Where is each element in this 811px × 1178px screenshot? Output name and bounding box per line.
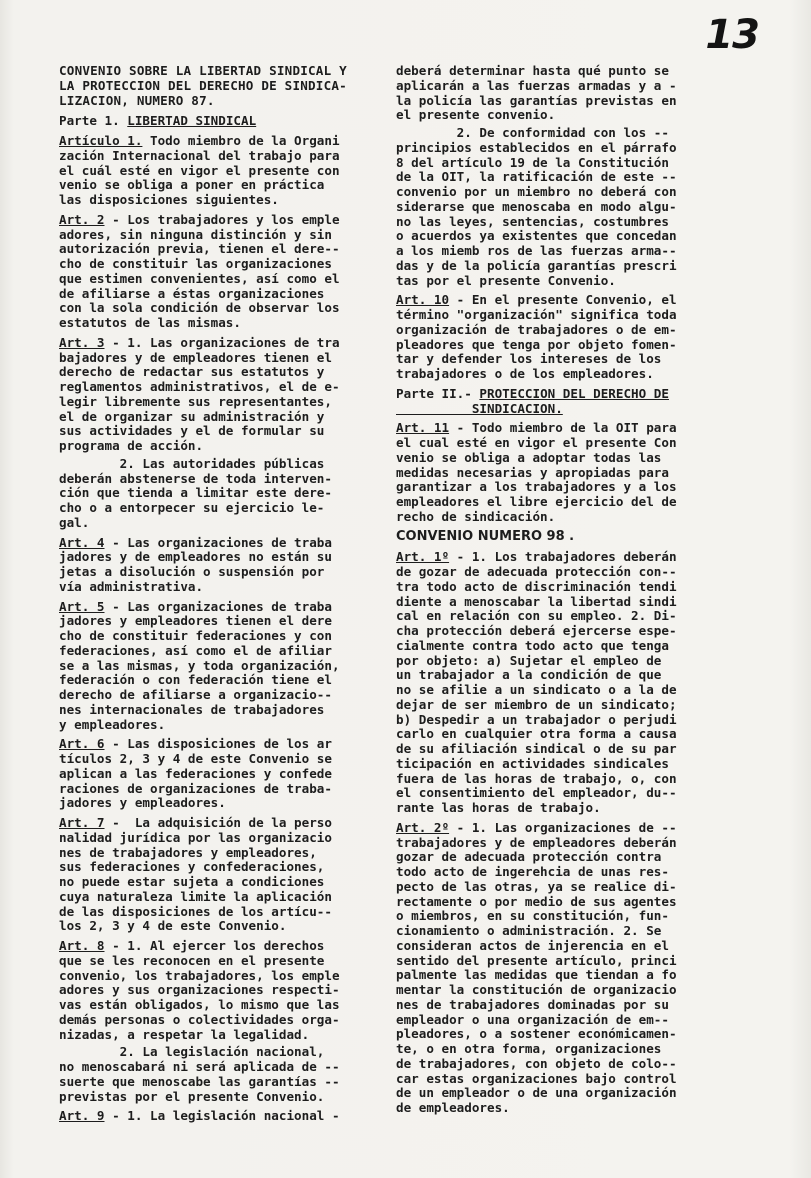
article-6 bbox=[59, 737, 379, 811]
c98-article-1-label: Art. 1º bbox=[396, 549, 450, 565]
part-1-label: Parte 1. bbox=[59, 113, 120, 129]
article-1-text: Todo miembro de la Organi zación Internacional del trabajo para el cuál esté en vigor el presente con venio se obliga a poner en práctica las disposiciones siguientes. bbox=[59, 133, 340, 207]
article-10-label: Art. 10 bbox=[396, 292, 450, 308]
article-8 bbox=[59, 939, 379, 1042]
article-3 bbox=[59, 336, 379, 454]
c98-article-1-text: - 1. Los trabajadores deberán de gozar de adecuada protección con-- tra todo acto de discriminación tendi diente a menoscabar la libertad sindi cal en relación con su empleo. 2. Di- cha protección deberá ejercerse espe- cialmente contra todo acto que tenga por objeto: a) Sujetar el empleo de un trabajador a la condición de que no se afilie a un sindicato o a la de dejar de ser miembro de un sindicato; b) Despedir a un trabajador o perjudi carlo en cualquier otra forma a causa de su afiliación sindical o de su par ticipación en actividades sindicales fuera de las horas de trabajo, o, con el consentimiento del empleador, du-- rante las horas de trabajo. bbox=[396, 549, 677, 815]
article-6-text: - Las disposiciones de los ar tículos 2, 3 y 4 de este Convenio se aplican a las federaciones y confede raciones de organizaciones de traba- jadores y empleadores. bbox=[59, 736, 332, 811]
article-3-label: Art. 3 bbox=[59, 334, 105, 350]
article-2-text: - Los trabajadores y los emple adores, sin ninguna distinción y sin autorización previa, tienen el dere-- cho de constituir las organizaciones que estimen convenientes, así como el de afiliarse a éstas organizaciones con la sola condición de observar los estatutos de las mismas. bbox=[59, 211, 340, 330]
article-3-text: - 1. Las organizaciones de tra bajadores y de empleadores tienen el derecho de redactar sus estatutos y reglamentos administrativos, el de e- legir libremente sus representantes, el de organizar su administración y sus actividades y el de formular su programa de acción. bbox=[59, 334, 340, 453]
article-5-label: Art. 5 bbox=[59, 598, 105, 614]
article-1-label: Artículo 1. bbox=[59, 133, 143, 148]
article-7 bbox=[59, 816, 379, 934]
article-5-text: - Las organizaciones de traba jadores y empleadores tienen el dere cho de constituir federaciones y con federaciones, así como el de afiliar se a las mismas, y toda organización, federación o con federación tiene el derecho de afiliarse a organizacio-- nes internacionales de trabajadores y empleadores. bbox=[59, 598, 340, 732]
article-2-label: Art. 2 bbox=[59, 211, 105, 227]
article-9-paragraph-2: 2. De conformidad con los -- principios establecidos en el párrafo 8 del artículo 19 de la Constitución de la OIT, la ratificación de este -- convenio por un miembro no deberá con siderarse que menoscaba en modo algu- no las leyes, sentencias, costumbres o acuerdos ya existentes que concedan a los miemb ros de las fuerzas arma-- das y de la policía garantías prescri tas por el presente Convenio. bbox=[396, 125, 677, 288]
article-5 bbox=[59, 600, 379, 733]
page-number: 13 bbox=[705, 12, 759, 58]
article-9-continuation: deberá determinar hasta qué punto se aplicarán a las fuerzas armadas y a - la policía las garantías previstas en el presente convenio. bbox=[396, 63, 677, 123]
article-6-label: Art. 6 bbox=[59, 736, 105, 752]
article-11-text: - Todo miembro de la OIT para el cual esté en vigor el presente Con venio se obliga a adoptar todas las medidas necesarias y apropiadas para garantizar a los trabajadores y a los empleadores el libre ejercicio del de recho de sindicación. bbox=[396, 420, 677, 524]
right-column bbox=[396, 64, 718, 1121]
article-8-text: - 1. Al ejercer los derechos que se les reconocen en el presente convenio, los trabajadores, los emple adores y sus organizaciones respecti- vas están obligados, lo mismo que las demás personas o colectividades orga- nizadas, a respetar la legalidad. bbox=[59, 938, 340, 1042]
article-7-label: Art. 7 bbox=[59, 815, 105, 830]
part-1-heading bbox=[59, 114, 379, 129]
article-9 bbox=[59, 1109, 379, 1124]
part-1-title: LIBERTAD SINDICAL bbox=[127, 113, 257, 129]
article-9-text: - 1. La legislación nacional - bbox=[104, 1108, 340, 1124]
part-2-label: Parte II.- bbox=[396, 385, 480, 401]
article-7-text: - La adquisición de la perso nalidad jurídica por las organizacio nes de trabajadores y empleadores, sus federaciones y confederaciones, no puede estar sujeta a condiciones cuya naturaleza limite la aplicación de las disposiciones de los artícu-- los 2, 3 y 4 de este Convenio. bbox=[59, 815, 332, 934]
part-2-title: PROTECCION DEL DERECHO DE SINDICACION. bbox=[471, 385, 669, 416]
document-title: CONVENIO SOBRE LA LIBERTAD SINDICAL Y LA PROTECCION DEL DERECHO DE SINDICA- LIZACION, NUMERO 87. bbox=[59, 63, 347, 108]
article-8-label: Art. 8 bbox=[59, 938, 105, 953]
article-11-label: Art. 11 bbox=[396, 420, 450, 436]
c98-article-2 bbox=[396, 821, 718, 1116]
article-4-text: - Las organizaciones de traba jadores y de empleadores no están su jetas a disolución o suspensión por vía administrativa. bbox=[59, 534, 332, 594]
article-3-paragraph-2: 2. Las autoridades públicas deberán abstenerse de toda interven- ción que tienda a limitar este dere- cho o a entorpecer su ejercicio le- gal. bbox=[59, 455, 332, 530]
c98-article-2-text: - 1. Las organizaciones de -- trabajadores y de empleadores deberán gozar de adecuada protección contra todo acto de ingerehcia de unas res- pecto de las otras, ya se realice di- rectamente o por medio de sus agentes o miembros, en su constitución, fun- cionamiento o administración. 2. Se consideran actos de injerencia en el sentido del presente artículo, princi palmente las medidas que tiendan a fo mentar la constitución de organizacio nes de trabajadores dominadas por su empleador o una organización de em-- pleadores, o a sostener económicamen- te, o en otra forma, organizaciones de trabajadores, con objeto de colo-- car estas organizaciones bajo control de un empleador o de una organización de empleadores. bbox=[396, 819, 677, 1115]
c98-article-2-label: Art. 2º bbox=[396, 819, 450, 835]
article-10 bbox=[396, 293, 718, 382]
article-9-label: Art. 9 bbox=[59, 1108, 105, 1124]
c98-article-1 bbox=[396, 550, 718, 816]
article-8-paragraph-2: 2. La legislación nacional, no menoscabará ni será aplicada de -- suerte que menoscabe las garantías -- previstas por el presente Convenio. bbox=[59, 1044, 340, 1104]
article-4-label: Art. 4 bbox=[59, 534, 105, 550]
article-2 bbox=[59, 213, 379, 331]
article-10-text: - En el presente Convenio, el término "organización" significa toda organización de trabajadores o de em- pleadores que tenga por objeto fomen- tar y defender los intereses de los trabajadores o de los empleadores. bbox=[396, 292, 677, 381]
article-11 bbox=[396, 421, 718, 524]
article-1 bbox=[59, 134, 379, 208]
part-2-heading bbox=[396, 387, 718, 417]
convention-98-heading: CONVENIO NUMERO 98 . bbox=[396, 528, 575, 544]
article-4 bbox=[59, 536, 379, 595]
left-column bbox=[59, 64, 379, 1129]
